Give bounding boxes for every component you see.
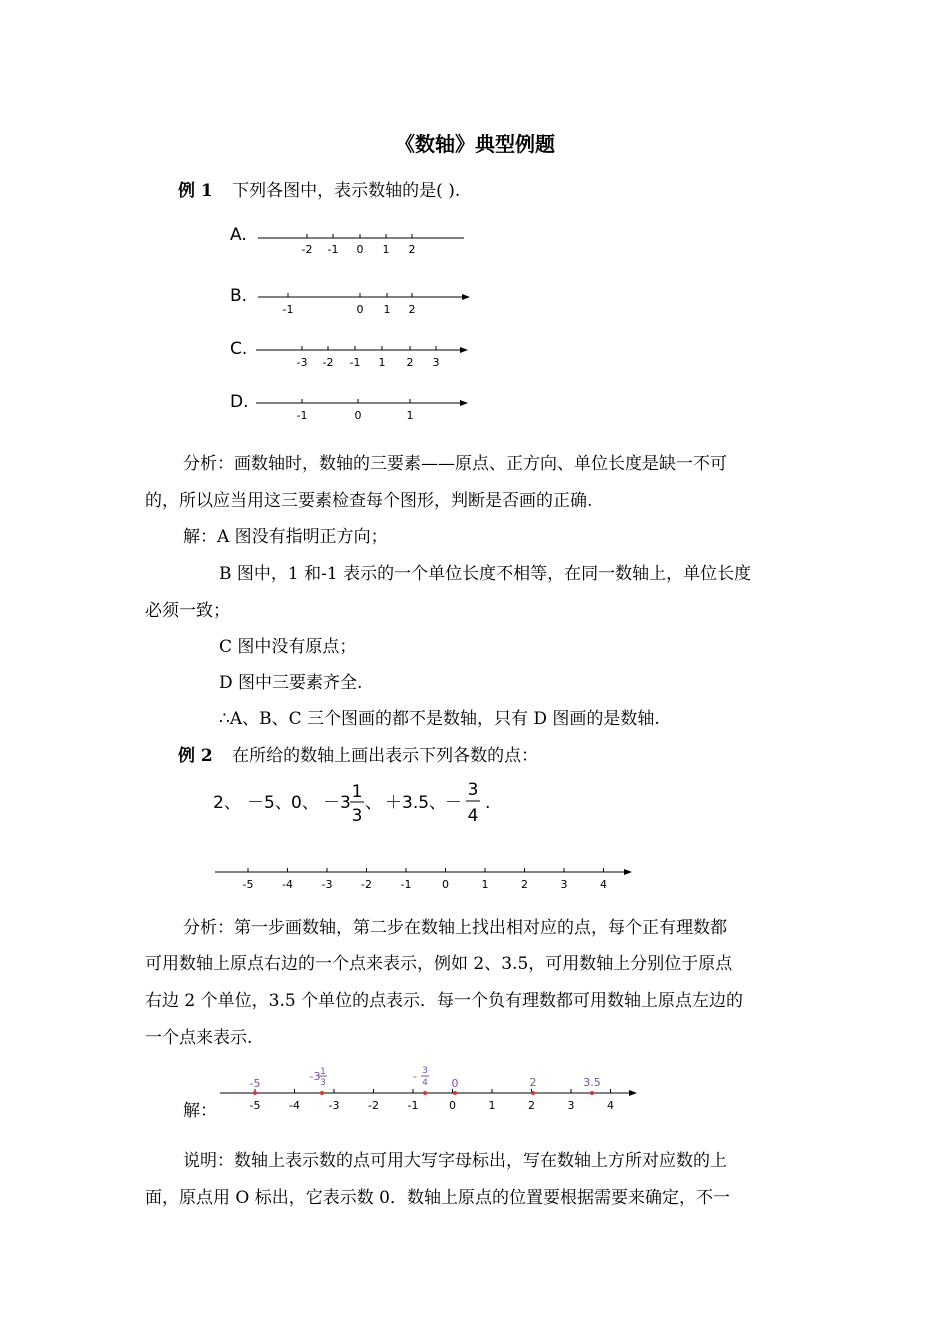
- example2-axis-ticks: [243, 868, 607, 891]
- example1-label: 例 1: [178, 181, 213, 201]
- number-neg3-4-numerator: 3: [467, 780, 479, 800]
- number-3-5: ＋3.5、: [385, 793, 447, 813]
- option-d-ticks: [297, 399, 414, 422]
- example2-axis-tick-label: -2: [361, 878, 372, 891]
- mark-label-neg3-4-den: 4: [422, 1078, 428, 1088]
- option-b-tick-label: -1: [282, 303, 294, 316]
- example2-axis-tick-label: -5: [242, 878, 254, 891]
- page-title: 《数轴》典型例题: [395, 132, 555, 156]
- example2-axis: [210, 860, 640, 895]
- option-a-tick-label: -1: [327, 243, 339, 256]
- example1-analysis-1: 分析：画数轴时，数轴的三要素——原点、正方向、单位长度是缺一不可: [183, 454, 727, 474]
- solution-axis-tick-label: 3: [567, 1099, 575, 1112]
- mark-label-neg3-den: 3: [320, 1078, 326, 1088]
- option-c-tick-label: 2: [406, 356, 414, 369]
- option-a-tick-label: 0: [356, 243, 364, 256]
- option-a-tick-label: -2: [301, 243, 313, 256]
- example2-numbers: [205, 775, 505, 830]
- mark-label-0: 0: [451, 1077, 459, 1090]
- point-neg5: [253, 1091, 257, 1095]
- note-line-2: 面，原点用 O 标出，它表示数 0．数轴上原点的位置要根据需要来确定，不一: [145, 1188, 730, 1208]
- solution-axis-tick-label: 2: [528, 1099, 535, 1112]
- point-neg3-1-3: [320, 1091, 324, 1095]
- note-line-1: 说明：数轴上表示数的点可用大写字母标出，写在数轴上方所对应数的上: [183, 1151, 727, 1171]
- mark-label-neg3-whole: -3: [309, 1070, 321, 1083]
- number-sep: 、: [365, 793, 382, 813]
- example1-question: 下列各图中，表示数轴的是( ).: [232, 181, 461, 201]
- example2-axis-tick-label: 2: [521, 878, 528, 891]
- number-neg5: －5、: [247, 793, 292, 813]
- number-2: 2、: [213, 793, 241, 813]
- option-d-letter: D.: [230, 392, 249, 412]
- example2-question: 在所给的数轴上画出表示下列各数的点：: [232, 746, 539, 766]
- solution-axis-tick-label: 0: [449, 1099, 456, 1112]
- number-neg3-4-denominator: 4: [467, 806, 479, 826]
- example2-question-line: [178, 745, 538, 767]
- mark-label-neg5: -5: [249, 1077, 261, 1090]
- point-neg3-4: [423, 1091, 427, 1095]
- example2-label: 例 2: [178, 746, 213, 766]
- example2-axis-arrow: [624, 869, 632, 875]
- solution-axis-arrow: [629, 1090, 637, 1096]
- example2-axis-tick-label: -4: [282, 878, 293, 891]
- example2-axis-tick-label: -1: [400, 878, 412, 891]
- mark-label-2: 2: [529, 1076, 537, 1089]
- option-d-tick-label: -1: [296, 409, 308, 422]
- option-b-letter: B.: [230, 286, 248, 306]
- option-c-tick-label: -3: [296, 356, 308, 369]
- example1-conclusion: ∴A、B、C 三个图画的都不是数轴，只有 D 图画的是数轴.: [219, 709, 660, 729]
- number-neg3-whole: －3: [323, 793, 351, 813]
- option-c-tick-label: -2: [322, 356, 334, 369]
- option-b-arrow: [462, 294, 470, 300]
- option-b-tick-label: 2: [408, 303, 416, 316]
- option-c-tick-label: 1: [378, 356, 386, 369]
- option-a-ticks: [302, 234, 416, 256]
- example1-solution-d: D 图中三要素齐全.: [219, 673, 363, 693]
- number-neg3-4-sign: －: [445, 793, 462, 813]
- example2-analysis-3: 右边 2 个单位，3.5 个单位的点表示．每一个负有理数都可用数轴上原点左边的: [145, 991, 744, 1011]
- option-b-ticks: [283, 293, 416, 316]
- solution-axis-tick-label: -5: [249, 1099, 261, 1112]
- example2-solution-label: 解：: [183, 1101, 217, 1121]
- example2-axis-tick-label: 0: [442, 878, 449, 891]
- number-neg3-numerator: 1: [351, 782, 363, 802]
- solution-axis-ticks: [250, 1089, 614, 1112]
- solution-axis-tick-label: 1: [488, 1099, 496, 1112]
- solution-axis-tick-label: -2: [368, 1099, 379, 1112]
- mark-label-3-5: 3.5: [583, 1076, 601, 1089]
- example2-analysis-4: 一个点来表示.: [145, 1028, 253, 1048]
- solution-axis-tick-label: -4: [289, 1099, 300, 1112]
- solution-axis-tick-label: -1: [407, 1099, 419, 1112]
- point-0: [453, 1091, 457, 1095]
- example2-axis-tick-label: 4: [600, 878, 607, 891]
- option-c-ticks: [297, 346, 440, 369]
- option-b-tick-label: 1: [383, 303, 391, 316]
- option-d-tick-label: 1: [406, 409, 414, 422]
- example1-options-figure: [220, 215, 490, 430]
- example1-solution-b2: 必须一致；: [145, 601, 230, 621]
- option-c-tick-label: -1: [349, 356, 361, 369]
- option-a-letter: A.: [230, 225, 247, 245]
- example1-solution-c: C 图中没有原点；: [219, 637, 357, 657]
- number-0: 0、: [291, 793, 319, 813]
- option-c-arrow: [460, 347, 468, 353]
- option-d-arrow: [460, 400, 468, 406]
- example2-solution-axis: [215, 1065, 645, 1115]
- point-2: [531, 1091, 535, 1095]
- option-c-letter: C.: [230, 339, 248, 359]
- example1-question-line: [178, 180, 460, 202]
- example1-analysis-2: 的，所以应当用这三要素检查每个图形，判断是否画的正确.: [145, 491, 593, 511]
- number-end: .: [485, 793, 491, 813]
- option-a-tick-label: 2: [408, 243, 416, 256]
- solution-axis-tick-label: 4: [607, 1099, 614, 1112]
- option-a-tick-label: 1: [382, 243, 390, 256]
- example1-solution-a: 解：A 图没有指明正方向；: [183, 527, 388, 547]
- option-d-tick-label: 0: [354, 409, 362, 422]
- example2-axis-tick-label: 1: [481, 878, 489, 891]
- point-3-5: [590, 1091, 594, 1095]
- number-neg3-denominator: 3: [351, 806, 363, 826]
- example2-analysis-2: 可用数轴上原点右边的一个点来表示，例如 2、3.5，可用数轴上分别位于原点: [145, 954, 733, 974]
- option-b-tick-label: 0: [356, 303, 364, 316]
- example1-solution-b1: B 图中，1 和-1 表示的一个单位长度不相等，在同一数轴上，单位长度: [219, 564, 752, 584]
- example2-analysis-1: 分析：第一步画数轴，第二步在数轴上找出相对应的点，每个正有理数都: [183, 918, 727, 938]
- example2-axis-tick-label: 3: [560, 878, 568, 891]
- solution-axis-tick-label: -3: [328, 1099, 340, 1112]
- example2-axis-tick-label: -3: [321, 878, 333, 891]
- mark-label-neg3-4-num: 3: [422, 1066, 428, 1076]
- option-c-tick-label: 3: [432, 356, 440, 369]
- mark-label-neg3-4-sign: -: [413, 1070, 417, 1083]
- mark-label-neg3-num: 1: [320, 1067, 326, 1077]
